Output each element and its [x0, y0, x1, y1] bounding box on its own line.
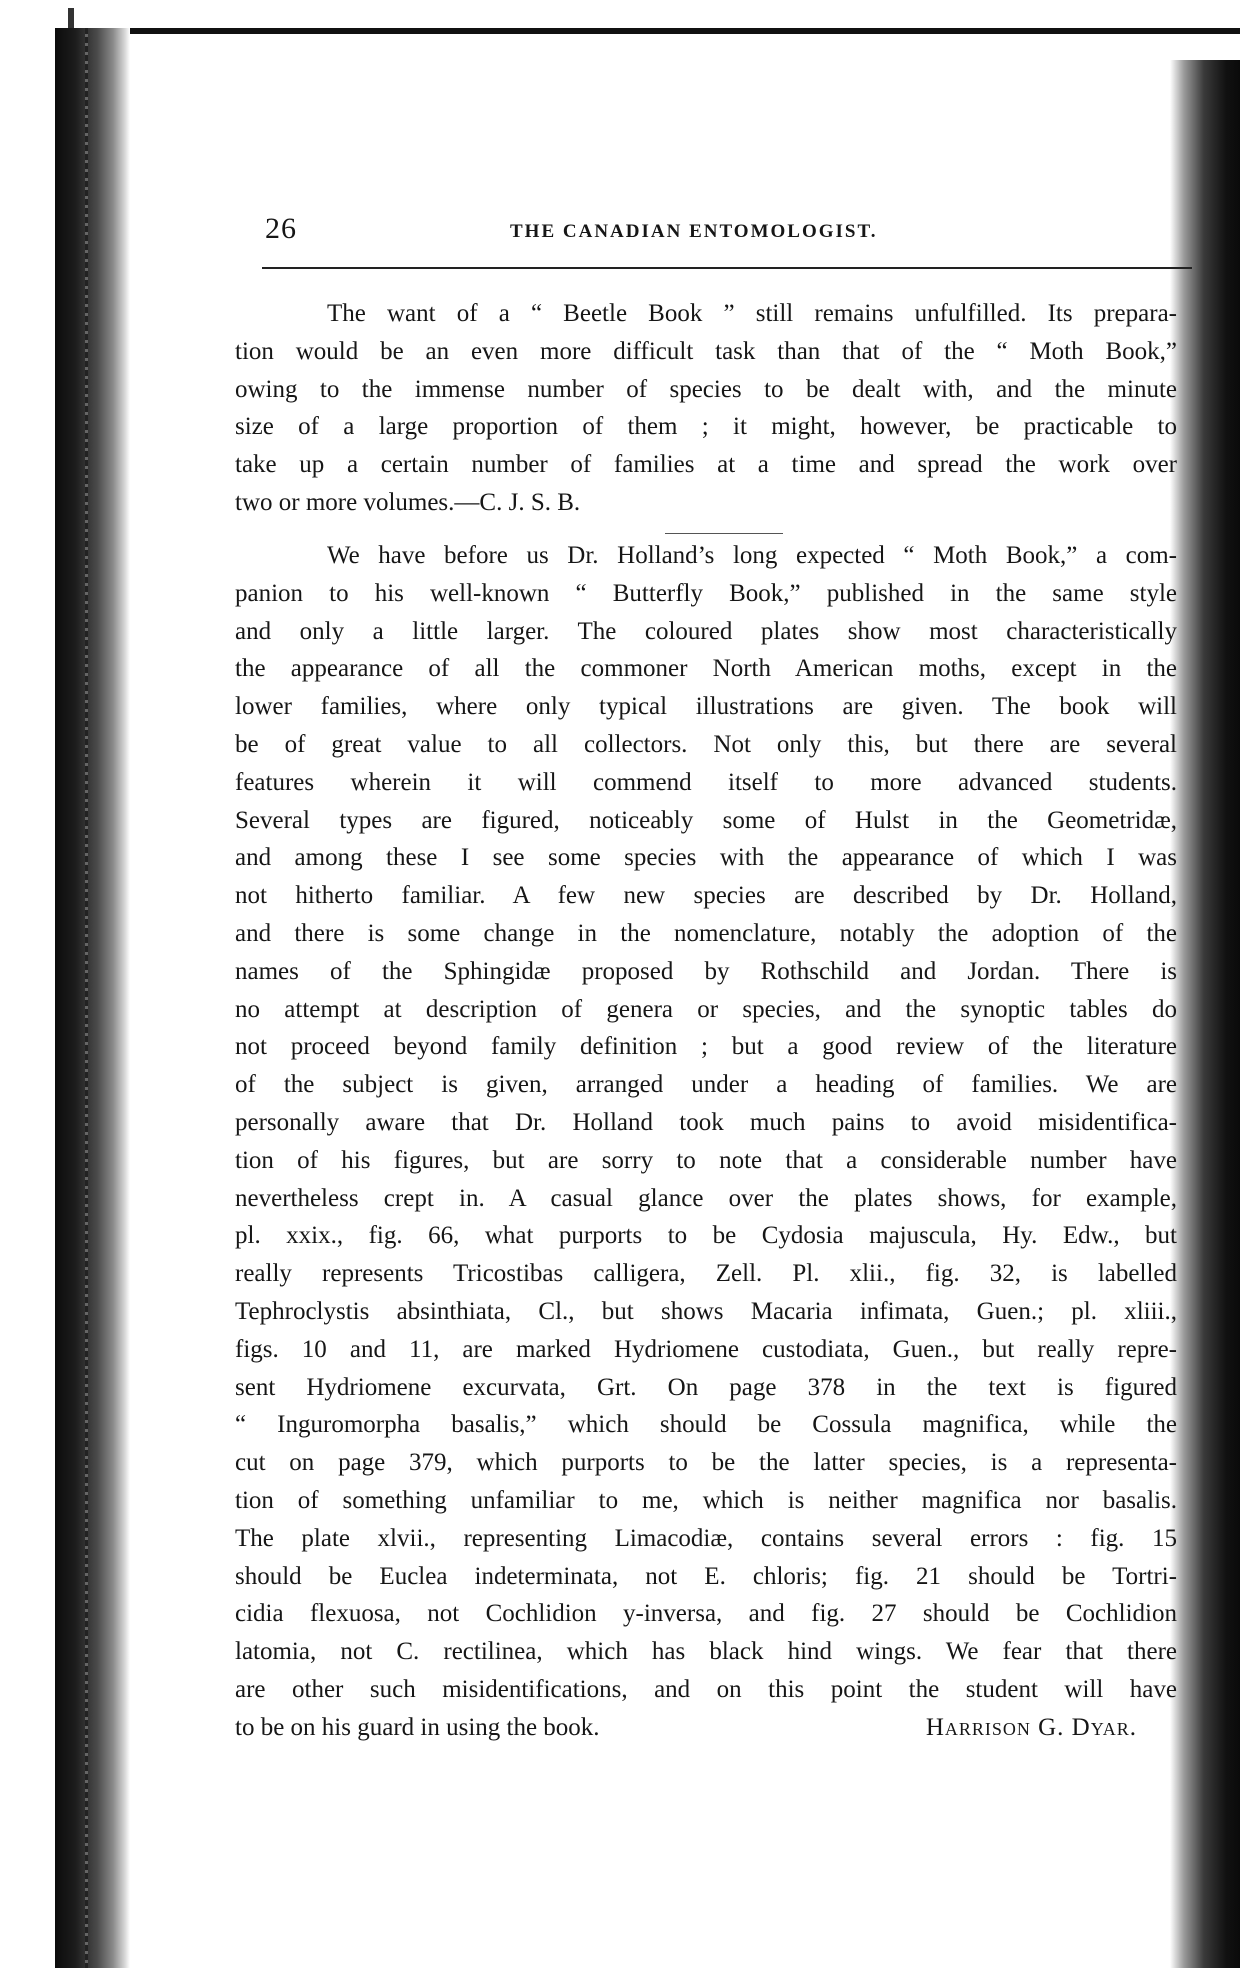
text-line: features wherein it will commend itself to more advanced students. — [235, 768, 1177, 796]
text-line: tion of his figures, but are sorry to note that a considerable number have — [235, 1146, 1177, 1174]
text-line: tion would be an even more difficult task than that of the “ Moth Book,” — [235, 337, 1177, 365]
text-line: owing to the immense number of species to be dealt with, and the minute — [235, 375, 1177, 403]
text-line: size of a large proportion of them ; it might, however, be practicable to — [235, 413, 1177, 441]
section-divider — [665, 533, 783, 534]
text-line: Tephroclystis absinthiata, Cl., but shows Macaria infimata, Guen.; pl. xliii., — [235, 1297, 1177, 1325]
text-line: The want of a “ Beetle Book ” still remains unfulfilled. Its prepara- — [327, 300, 1177, 327]
text-line: and only a little larger. The coloured plates show most characteristically — [235, 617, 1177, 645]
text-line: latomia, not C. rectilinea, which has black hind wings. We fear that there — [235, 1638, 1177, 1666]
text-line: should be Euclea indeterminata, not E. chloris; fig. 21 should be Tortri- — [235, 1562, 1177, 1590]
text-line: of the subject is given, arranged under a heading of families. We are — [235, 1071, 1177, 1099]
text-line: tion of something unfamiliar to me, which is neither magnifica nor basalis. — [235, 1486, 1177, 1514]
text-line: not proceed beyond family definition ; but a good review of the literature — [235, 1033, 1177, 1061]
closing-line — [235, 1709, 1177, 1747]
text-line: cidia flexuosa, not Cochlidion y-inversa, and fig. 27 should be Cochlidion — [235, 1600, 1177, 1628]
text-line: really represents Tricostibas calligera, Zell. Pl. xlii., fig. 32, is labelled — [235, 1260, 1177, 1288]
text-line: not hitherto familiar. A few new species are described by Dr. Holland, — [235, 882, 1177, 910]
text-line: sent Hydriomene excurvata, Grt. On page 378 in the text is figured — [235, 1373, 1177, 1401]
text-line: figs. 10 and 11, are marked Hydriomene custodiata, Guen., but really repre- — [235, 1335, 1177, 1363]
text-line: cut on page 379, which purports to be the latter species, is a representa- — [235, 1449, 1177, 1477]
text-line: and there is some change in the nomenclature, notably the adoption of the — [235, 919, 1177, 947]
scan-frame-right — [1170, 60, 1240, 1968]
text-line: names of the Sphingidæ proposed by Rothschild and Jordan. There is — [235, 957, 1177, 985]
header-rule — [262, 267, 1192, 269]
text-line: the appearance of all the commoner North American moths, except in the — [235, 655, 1177, 683]
text-line: take up a certain number of families at a time and spread the work over — [235, 451, 1177, 479]
running-title: THE CANADIAN ENTOMOLOGIST. — [510, 221, 878, 242]
text-line: and among these I see some species with the appearance of which I was — [235, 844, 1177, 872]
text-line: pl. xxix., fig. 66, what purports to be Cydosia majuscula, Hy. Edw., but — [235, 1222, 1177, 1250]
review-moth-book — [235, 537, 1177, 1747]
text-line: are other such misidentifications, and on this point the student will have — [235, 1675, 1177, 1703]
book-binding-edge — [55, 28, 130, 1968]
scan-mark — [68, 8, 74, 28]
text-line: no attempt at description of genera or species, and the synoptic tables do — [235, 995, 1177, 1023]
text-line: Several types are figured, noticeably some of Hulst in the Geometridæ, — [235, 806, 1177, 834]
text-line: nevertheless crept in. A casual glance over the plates shows, for example, — [235, 1184, 1177, 1212]
author-signature: Harrison G. Dyar. — [925, 1713, 1137, 1741]
text-line: The plate xlvii., representing Limacodiæ, contains several errors : fig. 15 — [235, 1524, 1177, 1552]
page-number: 26 — [265, 212, 297, 245]
text-line: be of great value to all collectors. Not only this, but there are several — [235, 730, 1177, 758]
text-line: We have before us Dr. Holland’s long expected “ Moth Book,” a com- — [327, 542, 1177, 569]
text-line: to be on his guard in using the book. — [235, 1713, 600, 1741]
review-beetle-book — [235, 295, 1177, 522]
scan-frame-top — [55, 28, 1240, 34]
text-line: personally aware that Dr. Holland took much pains to avoid misidentifica- — [235, 1108, 1177, 1136]
text-line: panion to his well-known “ Butterfly Book,” published in the same style — [235, 579, 1177, 607]
text-line: lower families, where only typical illustrations are given. The book will — [235, 693, 1177, 721]
text-line: two or more volumes.—C. J. S. B. — [235, 488, 581, 516]
text-line: “ Inguromorpha basalis,” which should be Cossula magnifica, while the — [235, 1411, 1177, 1439]
